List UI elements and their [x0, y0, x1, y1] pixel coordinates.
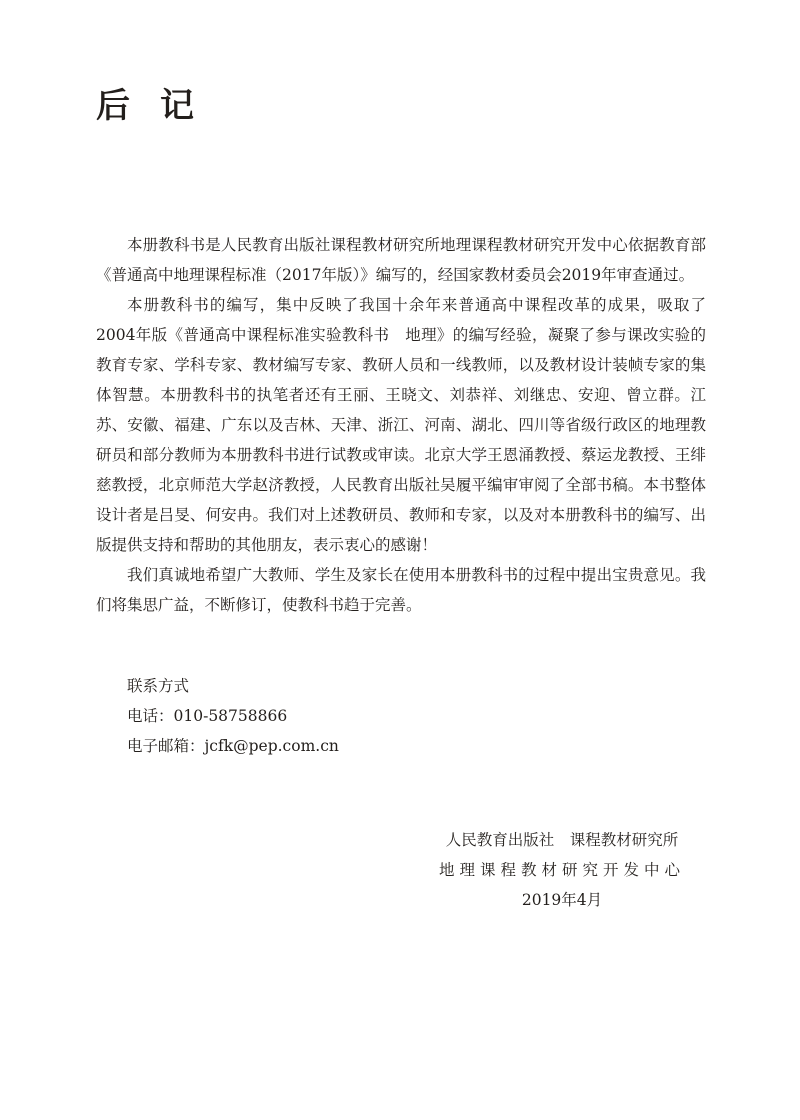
page-title: 后记 — [96, 86, 224, 126]
contact-heading: 联系方式 — [127, 677, 190, 695]
publisher-line-1: 人民教育出版社 课程教材研究所 — [445, 831, 679, 849]
publish-date: 2019年4月 — [521, 891, 603, 909]
publisher-signature — [412, 825, 712, 915]
paragraph-3: 我们真诚地希望广大教师、学生及家长在使用本册教科书的过程中提出宝贵意见。我们将集思广益，不断修订，使教科书趋于完善。 — [96, 566, 706, 614]
contact-info — [127, 671, 339, 761]
body-text — [96, 230, 706, 620]
contact-phone: 电话：010-58758866 — [127, 707, 288, 725]
paragraph-2: 本册教科书的编写，集中反映了我国十余年来普通高中课程改革的成果，吸取了2004年版《普通高中课程标准实验教科书 地理》的编写经验，凝聚了参与课改实验的教育专家、学科专家、教材编写专家、教研人员和一线教师，以及教材设计装帧专家的集体智慧。本册教科书的执笔者还有王丽、王晓文、刘恭祥、刘继忠、安迎、曾立群。江苏、安徽、福建、广东以及吉林、天津、浙江、河南、湖北、四川等省级行政区的地理教研员和部分教师为本册教科书进行试教或审读。北京大学王恩涌教授、蔡运龙教授、王绯慈教授，北京师范大学赵济教授，人民教育出版社吴履平编审审阅了全部书稿。本书整体设计者是吕旻、何安冉。我们对上述教研员、教师和专家，以及对本册教科书的编写、出版提供支持和帮助的其他朋友，表示衷心的感谢！ — [96, 296, 706, 554]
contact-email: 电子邮箱：jcfk@pep.com.cn — [127, 737, 339, 755]
publisher-line-2: 地理课程教材研究开发中心 — [438, 861, 685, 879]
paragraph-1: 本册教科书是人民教育出版社课程教材研究所地理课程教材研究开发中心依据教育部《普通高中地理课程标准（2017年版）》编写的，经国家教材委员会2019年审查通过。 — [96, 236, 706, 284]
